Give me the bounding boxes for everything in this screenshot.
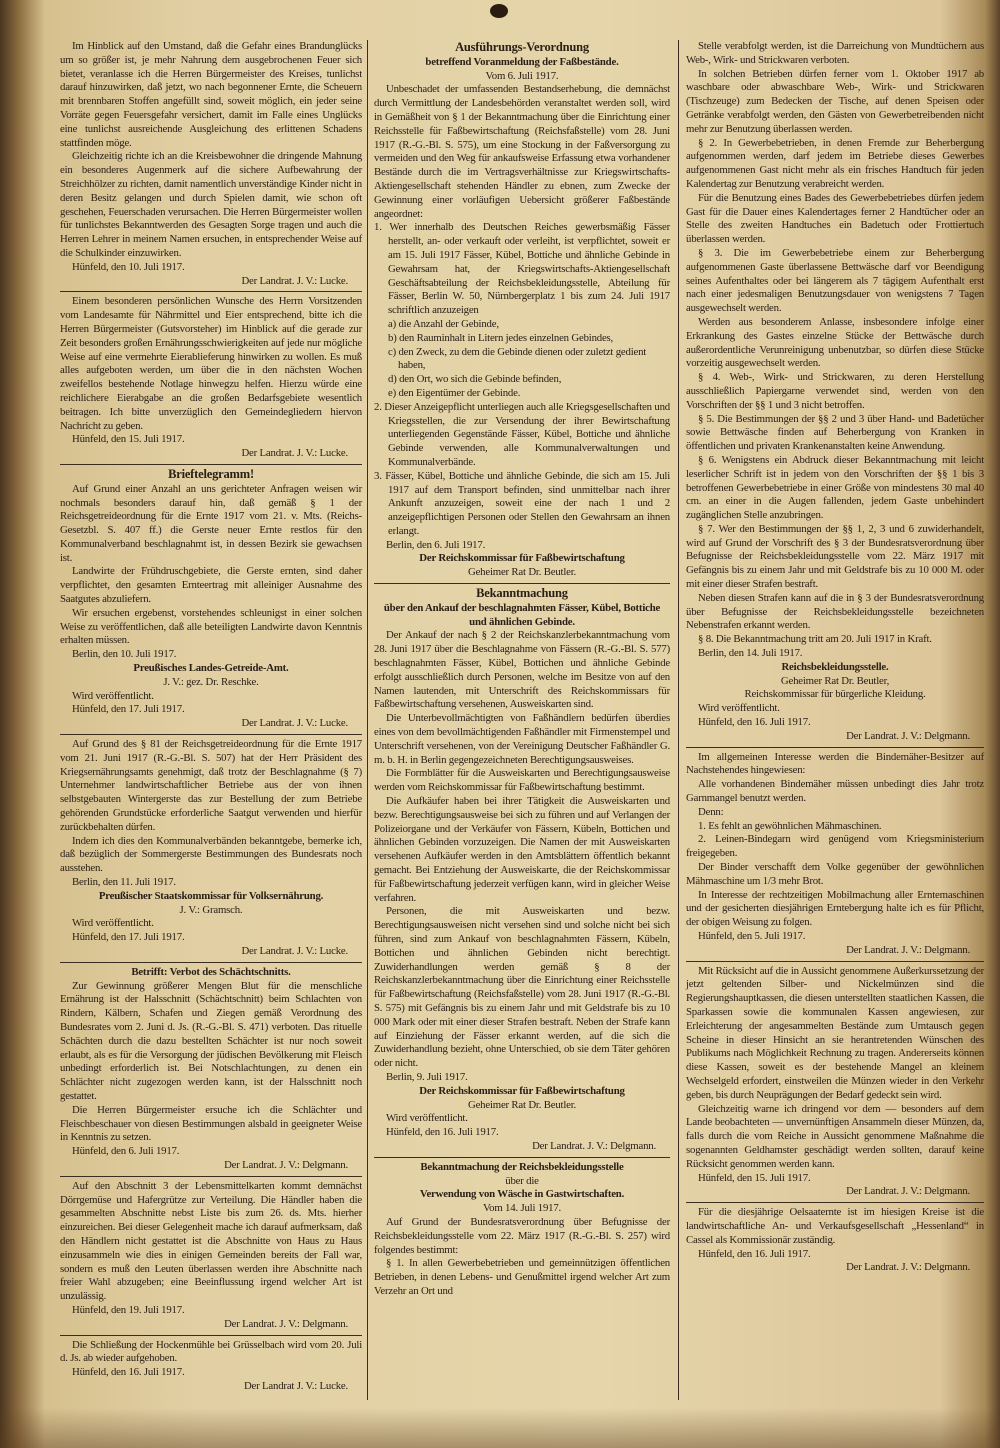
- bold-heading: Preußisches Landes-Getreide-Amt.: [133, 662, 289, 675]
- paragraph: Unbeschadet der umfassenden Bestandserhebung, die demnächst durch Vermittlung der Landesbehörden veranstaltet werden soll, wird in Gemäßheit von § 1 der Bekanntmachung über die Einrichtung einer Reichsstelle für Faßbewirtschaftung (Reichsfaßstelle) vom 28. Juni 1917 (R.-G.-Bl. S. 575), um eine Stockung in der Faßversorgung zu vermeiden und den Weg für ankaufsweise Erfassung etwa vorhandener Bestände durch die im Vertragsverhältnisse zur Kriegswirtschafts-Aktiengesellschaft stehenden Händler zu ebnen, zum Zwecke der Gewinnung einer vorläufigen Uebersicht größerer Faßbestände angeordnet:: [374, 83, 670, 220]
- section-divider: [60, 291, 362, 292]
- paragraph: Im Hinblick auf den Umstand, daß die Gefahr eines Brandunglücks um so größer ist, je mehr Nahrung dem ausgebrochenen Feuer sich bietet, veranlasse ich die Herren Bürgermeister des Kreises, tunlichst darauf hinzuwirken, daß jetzt, wo nach begonnener Ernte, die Scheuern mit brennbaren Stoffen angefüllt sind, soweit möglich, ein jeder seine Vorräte gegen Feuersgefahr versichert, damit im Falle eines Unglücks eine tunlichst ausreichende Ausgleichung des erlittenen Schadens stattfinden möge.: [60, 40, 362, 149]
- centered-line: Reichskommissar für bürgerliche Kleidung.: [744, 688, 926, 701]
- paragraph: Wir ersuchen ergebenst, vorstehendes schleunigst in einer solchen Weise zu veröffentlichen, daß alle beteiligten Landwirte davon Kenntnis erhalten müssen.: [60, 606, 362, 647]
- paragraph: Zur Gewinnung größerer Mengen Blut für die menschliche Ernährung ist der Halsschnitt (Schächtschnitt) beim Schlachten von Rindern, Kälbern, Schafen und Ziegen gemäß Verordnung des Bundesrates vom 2. Juni d. Js. (R.-G.-Bl. S. 471) verboten. Das rituelle Schächten durch die dazu bestellten Schächter ist nur noch soweit erlaubt, als es für die Versorgung der jüdischen Bevölkerung mit Fleisch unbedingt erforderlich ist. Bei Notschlachtungen, zu denen ein Schlächter nicht zugezogen werden kann, ist der Halsschnitt noch gestattet.: [60, 979, 362, 1102]
- sub-item: e) den Eigentümer der Gebinde.: [388, 386, 521, 399]
- paragraph: Der Binder verschafft dem Volke gegenüber der gewöhnlichen Mähmaschine um 1/3 mehr Brot.: [686, 861, 984, 887]
- paragraph: Die Aufkäufer haben bei ihrer Tätigkeit die Ausweiskarten und bezw. Berechtigungsausweise bei sich zu führen und auf Verlangen der Polizeiorgane und der Verkäufer von Fässern, Kübeln, Bottichen und ähnlichen Gebinden vorzuzeigen. Die Namen der mit Ausweiskarten versehenen Aufkäufer werden in den Amtsblättern öffentlich bekannt gemacht. Bei Entziehung der Ausweiskarte, die der Reichskommissar für Faßbewirtschaftung jederzeit verfügen kann, wird in gleicher Weise verfahren.: [374, 795, 670, 904]
- text-line: Hünfeld, den 19. Juli 1917.: [72, 1303, 185, 1316]
- text-line: Berlin, den 11. Juli 1917.: [72, 876, 176, 889]
- paragraph: Für die diesjährige Oelsaaternte ist im hiesigen Kreise ist die landwirtschaftliche An- und Verkaufsgesellschaft „Hessenland“ in Cassel als Kommissionär zuständig.: [686, 1206, 984, 1246]
- paragraph: Auf Grund einer Anzahl an uns gerichteter Anfragen weisen wir nochmals besonders darauf hin, daß gemäß § 1 der Reichsgetreideordnung für die Ernte 1917 vom 21. v. Mts. (Reichs-Gesetzbl. S. 407 ff.) die Gerste neuer Ernte restlos für den Kommunalverband beschlagnahmt ist, in dessen Bezirk sie gewachsen ist.: [60, 482, 362, 564]
- section-divider: [374, 1157, 670, 1158]
- text-line: Berlin, den 14. Juli 1917.: [698, 647, 803, 660]
- paragraph: Für die Benutzung eines Bades des Gewerbebetriebes dürfen jedem Gast für die Dauer eines Kalendertages ferner 2 Handtücher oder an Stelle des zweiten Handtuches ein Badetuch oder Frottiertuch überlassen werden.: [686, 191, 984, 246]
- section-divider: [686, 1202, 984, 1203]
- text-line: Denn:: [698, 805, 724, 818]
- column-2: [374, 40, 670, 1299]
- column-3: [686, 40, 984, 1275]
- section-divider: [686, 747, 984, 748]
- centered-line: J. V.: Gramsch.: [179, 903, 243, 916]
- signature: Der Landrat. J. V.: Lucke.: [241, 274, 348, 287]
- paragraph: Die Schließung der Hockenmühle bei Grüsselbach wird vom 20. Juli d. Js. ab wieder aufgehoben.: [60, 1338, 362, 1365]
- text-line: Wird veröffentlicht.: [386, 1112, 468, 1125]
- section-divider: [60, 734, 362, 735]
- paragraph: Gleichzeitig richte ich an die Kreisbewohner die dringende Mahnung ein besonderes Augenmerk auf die sichere Aufbewahrung der Streichhölzer zu richten, damit namentlich unverständige Kinder nicht in deren Besitz gelangen und durch Spielen damit, wie schon oft geschehen, Feuerschaden verursachen. Die Herren Bürgermeister wollen für tunlichstes Bekanntwerden des Gesagten Sorge tragen und auch die Herren Lehrer in meinem Namen ersuchen, in entsprechender Weise auf die Schulkinder einzuwirken.: [60, 150, 362, 259]
- paragraph: Der Ankauf der nach § 2 der Reichskanzlerbekanntmachung vom 28. Juni 1917 über die Beschlagnahme von Fässern (R.-G.-Bl. S. 577) beschlagnahmten Fässer, Kübel, Bottichen und ähnliche Gebinde erfolgt ausschließlich durch Personen, welche im Besitze von auf den Namen lautenden, mit Unterschrift des Reichskommissars für Faßbewirtschaftung versehenen, Ausweiskarten sind.: [374, 629, 670, 711]
- text-line: Hünfeld, den 16. Juli 1917.: [386, 1126, 499, 1139]
- text-line: Hünfeld, den 16. Juli 1917.: [698, 1247, 811, 1260]
- paragraph: § 8. Die Bekanntmachung tritt am 20. Juli 1917 in Kraft.: [698, 633, 932, 646]
- signature: Der Landrat. J. V.: Delgmann.: [224, 1158, 348, 1171]
- signature: Der Landrat. J. V.: Delgmann.: [846, 1185, 970, 1198]
- signature: Der Landrat. J. V.: Lucke.: [241, 945, 348, 957]
- paragraph: Auf Grund der Bundesratsverordnung über Befugnisse der Reichsbekleidungsstelle vom 22. März 1917 (R.-G.-Bl. S. 257) wird folgendes bestimmt:: [374, 1215, 670, 1256]
- paragraph: Neben diesen Strafen kann auf die in § 3 der Bundesratsverordnung über Befugnisse der Reichsbekleidungsstelle bezeichneten Nebenstrafen erkannt werden.: [686, 591, 984, 632]
- paragraph: 2. Leinen-Bindegarn wird genügend vom Kriegsministerium freigegeben.: [686, 833, 984, 860]
- paragraph: In solchen Betrieben dürfen ferner vom 1. Oktober 1917 ab waschbare oder abwaschbare Web-, Wirk- und Strickwaren (Tischzeuge) zum Bedecken der Tische, auf denen Speisen oder Getränke verabfolgt werden, den Gästen von Gewerbetreibenden nicht mehr zur Benutzung überlassen werden.: [686, 67, 984, 135]
- paragraph: § 3. Die im Gewerbebetriebe einem zur Beherbergung aufgenommenen Gaste überlassene Bettwäsche darf vor Beendigung seines Aufenthaltes oder bei längerem als 7 tägigem Aufenthalt erst nach einer jedesmaligen Benutzungsdauer von wenigstens 7 Tagen ausgewechselt werden.: [686, 246, 984, 315]
- paragraph: § 4. Web-, Wirk- und Strickwaren, zu deren Herstellung ausschließlich Papiergarne verwendet sind, werden von den Vorschriften der §§ 1 und 3 nicht betroffen.: [686, 371, 984, 411]
- text-line: Hünfeld, den 15. Juli 1917.: [698, 1171, 811, 1184]
- list-item: 1. Wer innerhalb des Deutschen Reiches gewerbsmäßig Fässer herstellt, an- oder verkauft oder verleiht, ist verpflichtet, soweit er am 15. Juli 1917 Fässer, Kübel, Bottiche und ähnliche Gebinde in Gewahrsam hat, der Kriegswirtschafts-Aktiengesellschaft Geschäftsabteilung der Reichsbekleidungsstelle, Abteilung für Fässer, Berlin W. 50, Nürnbergerplatz 1 bis zum 24. Juli 1917 schriftlich anzuzeigen: [374, 221, 670, 317]
- signature: Der Landrat J. V.: Lucke.: [243, 1379, 348, 1392]
- paragraph: Personen, die mit Ausweiskarten und bezw. Berechtigungsausweisen nicht versehen sind und solche nicht bei sich führen, sind zum Ankauf von beschlagnahmten Fässern, Kübeln, Bottichen und ähnlichen Gebinden nicht berechtigt. Zuwiderhandlungen werden gemäß § 8 der Reichskanzlerbekanntmachung über die Einrichtung einer Reichsstelle für Faßbewirtschaftung (Reichsfaßstelle) vom 28. Juni 1917 (R.-G.-Bl. S. 575) mit Gefängnis bis zu einem Jahr und mit Geldstrafe bis zu 10 000 Mark oder mit einer dieser Strafen bestraft. Neben der Strafe kann auf Einziehung der Fässer erkannt werden, auf die sich die Zuwiderhandlung bezieht, ohne Unterschied, ob sie dem Täter gehören oder nicht.: [374, 905, 670, 1070]
- bold-heading: Bekanntmachung der Reichsbekleidungsstelle: [420, 1160, 624, 1173]
- section-divider: [60, 1176, 362, 1177]
- bold-heading: Betrifft: Verbot des Schächtschnitts.: [131, 965, 291, 978]
- text-line: Wird veröffentlicht.: [72, 689, 154, 702]
- text-line: Wird veröffentlicht.: [698, 702, 780, 715]
- paragraph: Werden aus besonderem Anlasse, insbesondere infolge einer Erkrankung des Gastes einzelne Stücke der Bettwäsche durch außerordentliche Verunreinigung unbenutzbar, so dürfen diese Stücke vorzeitig ausgewechselt werden.: [686, 315, 984, 370]
- sub-item: c) den Zweck, zu dem die Gebinde dienen oder zuletzt gedient haben,: [388, 345, 647, 372]
- bold-heading: betreffend Voranmeldung der Faßbestände.: [425, 55, 619, 68]
- section-divider: [60, 464, 362, 465]
- signature: Der Landrat. J. V.: Delgmann.: [846, 729, 970, 742]
- bold-heading: Verwendung von Wäsche in Gastwirtschaften.: [419, 1188, 625, 1201]
- text-line: Hünfeld, den 16. Juli 1917.: [72, 1366, 185, 1379]
- text-line: Berlin, den 6. Juli 1917.: [386, 538, 486, 551]
- paragraph: § 5. Die Bestimmungen der §§ 2 und 3 über Hand- und Badetücher sowie Bettwäsche finden auf Beherbergung von Kranken in öffentlichen und privaten Krankenanstalten keine Anwendung.: [686, 412, 984, 453]
- centered-line: Vom 6. Juli 1917.: [485, 69, 559, 82]
- bold-heading: Der Reichskommissar für Faßbewirtschaftung: [419, 1084, 625, 1097]
- signature: Der Landrat. J. V.: Lucke.: [241, 717, 348, 730]
- text-line: Berlin, 9. Juli 1917.: [386, 1070, 468, 1083]
- text-line: 1. Es fehlt an gewöhnlichen Mähmaschinen.: [698, 819, 882, 832]
- paragraph: Gleichzeitig warne ich dringend vor dem — besonders auf dem Lande beobachteten — unvernünftigen Ansammeln dieser Münzen, da, falls durch die vom Reiche in Aussicht genommene Maßnahme die sogenannten Geldhamster geschädigt werden sollten, darauf keine Rücksicht genommen werden kann.: [686, 1102, 984, 1170]
- paragraph: Alle vorhandenen Bindemäher müssen unbedingt dies Jahr trotz Garnmangel benutzt werden.: [686, 778, 984, 805]
- paragraph: Einem besonderen persönlichen Wunsche des Herrn Vorsitzenden vom Landesamte für Nährmittel und Eier entsprechend, bitte ich die Herren Bürgermeister (Gutsvorsteher) im Hinblick auf die gerade zur Zeit besonders großen Ernährungsschwierigkeiten auf jede nur mögliche Weise auf eine vermehrte Eierablieferung hinwirken zu wollen. Es muß alles aufgeboten werden, um über die in den nächsten Wochen zweifellos bestehende Notlage hinwegzu helfen. Hierzu würde eine reichlichere Eierabgabe an die großen Bedarfsgebiete wesentlich beitragen. Ich bitte unverzüglich den Gemeindegliedern hiervon Nachricht zu geben.: [60, 295, 362, 432]
- paragraph: Im allgemeinen Interesse werden die Bindemäher-Besitzer auf Nachstehendes hingewiesen:: [686, 750, 984, 777]
- text-line: Hünfeld, den 17. Juli 1917.: [72, 931, 185, 944]
- centered-line: über die: [505, 1174, 539, 1187]
- centered-line: Geheimer Rat Dr. Beutler.: [467, 566, 577, 579]
- section-title: Brieftelegramm!: [168, 466, 254, 481]
- paragraph: § 1. In allen Gewerbebetrieben und gemeinnützigen öffentlichen Betrieben, in denen Lebens- und Genußmittel irgend welcher Art zum Verzehr an Ort und: [374, 1257, 670, 1297]
- paragraph: § 6. Wenigstens ein Abdruck dieser Bekanntmachung mit leicht leserlicher Schrift ist in jedem von den Vorschriften der §§ 1 bis 3 betroffenen Gewerbebetriebe in einer Größe von mindestens 30 mal 40 cm. an einer in die Augen fallenden, jedem Gaste unbehindert zugänglichen Stelle anzubringen.: [686, 453, 984, 522]
- bold-heading: über den Ankauf der beschlagnahmten Fässer, Kübel, Bottiche und ähnlichen Gebinde.: [383, 601, 661, 628]
- column-divider: [678, 40, 679, 1400]
- section-divider: [686, 961, 984, 962]
- section-title: Bekanntmachung: [476, 586, 568, 601]
- paragraph: Mit Rücksicht auf die in Aussicht genommene Außerkurssetzung der jetzt geltenden Silber- und Nickelmünzen sind die Regierungshauptkassen, die diesen unterstellten staatlichen Kassen, die Sparkassen sowie die kommunalen Kassen angewiesen, zur Erleichterung der angesammelten Bestände zum Umtausch gegen Scheine in dieser Hinsicht an sie herantretenden Wünschen des Publikums nach Möglichkeit Rechnung zu tragen. Andererseits können diese Kassen, soweit es der bestehende Mangel an kleinem Wechselgeld erfordert, einstweilen die Münzen wieder in den Verkehr geben, bis durch Neuprägungen der Bedarf gedeckt sein wird.: [686, 964, 984, 1101]
- paragraph: Auf Grund des § 81 der Reichsgetreideordnung für die Ernte 1917 vom 21. Juni 1917 (R.-G.-Bl. S. 507) hat der Herr Präsident des Kriegsernährungsamts genehmigt, daß trotz der Beschlagnahme (§ 7) Unternehmer landwirtschaftlicher Betriebe aus der von ihnen selbstgebauten Wintergerste das zur Bestellung der zum Betriebe gehörenden Grundstücke erforderliche Saatgut verwenden und hierfür zurückbehalten dürfen.: [60, 738, 362, 833]
- signature: Der Landrat. J. V.: Delgmann.: [846, 943, 970, 956]
- sub-item: d) den Ort, wo sich die Gebinde befinden,: [388, 373, 562, 386]
- section-title: Ausführungs-Verordnung: [455, 40, 589, 54]
- section-divider: [60, 1335, 362, 1336]
- bold-heading: Preußischer Staatskommissar für Volksernährung.: [98, 889, 324, 902]
- text-line: Hünfeld, den 17. Juli 1917.: [72, 703, 185, 716]
- section-divider: [60, 962, 362, 963]
- list-item: 2. Dieser Anzeigepflicht unterliegen auch alle Kriegsgesellschaften und Kriegsstellen, die zur Versendung der ihrer Bewirtschaftung unterliegenden Gegenstände Fässer, Kübel, Bottiche und ähnliche Gebinde verwenden, alle Kommunalverwaltungen und Kommunalverbände.: [374, 400, 670, 468]
- binding-hole: [490, 4, 508, 18]
- paragraph: Auf den Abschnitt 3 der Lebensmittelkarten kommt demnächst Dörrgemüse und Hafergrütze zur Verteilung. Die Händler haben die gesammelten Abschnitte nebst Liste bis zum 26. ds. Mts. hierher einzureichen. Bei dieser Gelegenheit mache ich darauf aufmerksam, daß den Händlern nicht gestattet ist die Abschnitte von Haus zu Haus einzusammeln wie dies in einigen Gemeinden bereits der Fall war, sondern es muß den Leuten überlassen werden ihre Abschnitte nach freier Wahl abzugeben; eine Beeinflussung irgend welcher Art ist unzulässig.: [60, 1179, 362, 1303]
- bold-heading: Der Reichskommissar für Faßbewirtschaftung: [419, 552, 625, 565]
- bold-heading: Reichsbekleidungsstelle.: [781, 660, 889, 673]
- column-divider: [367, 40, 368, 1400]
- text-line: Wird veröffentlicht.: [72, 917, 154, 930]
- paragraph: Die Unterbevollmächtigten von Faßhändlern bedürfen überdies eines von dem bevollmächtigenden Faßhändler mit Firmenstempel und Unterschrift versehenen, von der Vereinigung Deutscher Faßhändler G. m. b. H. in Berlin gegengezeichneten Berechtigungsausweises.: [374, 712, 670, 766]
- centered-line: Vom 14. Juli 1917.: [482, 1202, 562, 1215]
- column-1: [60, 40, 362, 1394]
- text-line: Hünfeld, den 5. Juli 1917.: [698, 930, 806, 942]
- signature: Der Landrat. J. V.: Lucke.: [241, 447, 348, 460]
- paragraph: § 2. In Gewerbebetrieben, in denen Fremde zur Beherbergung aufgenommen werden, darf jedem im Betriebe dieses Gewerbes aufgenommenen Gast nicht mehr als ein frisches Handtuch für jeden Kalendertag zur Benutzung verabreicht werden.: [686, 136, 984, 190]
- paragraph: Die Herren Bürgermeister ersuche ich die Schlächter und Fleischbeschauer von diesen Bestimmungen alsbald in geeigneter Weise in Kenntnis zu setzen.: [60, 1103, 362, 1144]
- paragraph: Landwirte der Frühdruschgebiete, die Gerste ernten, sind daher verpflichtet, den gesamten Ernteertrag mit alleiniger Ausnahme des Saatgutes abzuliefern.: [60, 565, 362, 606]
- centered-line: Geheimer Rat Dr. Beutler,: [780, 674, 890, 687]
- text-line: Hünfeld, den 6. Juli 1917.: [72, 1145, 180, 1158]
- sub-item: b) den Rauminhalt in Litern jedes einzelnen Gebindes,: [388, 331, 614, 344]
- text-line: Hünfeld, den 15. Juli 1917.: [72, 433, 185, 446]
- section-divider: [374, 583, 670, 584]
- centered-line: J. V.: gez. Dr. Reschke.: [163, 675, 259, 688]
- paragraph: Die Formblätter für die Ausweiskarten und Berechtigungsausweise werden vom Reichskommissar für Faßbewirtschaftung bestimmt.: [374, 767, 670, 794]
- paragraph: Stelle verabfolgt werden, ist die Darreichung von Mundtüchern aus Web-, Wirk- und Strickwaren verboten.: [686, 40, 984, 66]
- paragraph: Indem ich dies den Kommunalverbänden bekanntgebe, bemerke ich, daß bezüglich der Sommergerste Bestimmungen des Bundesrats noch ausstehen.: [60, 834, 362, 875]
- text-line: Hünfeld, den 10. Juli 1917.: [72, 260, 185, 273]
- paper-stain: [0, 1408, 1000, 1448]
- sub-item: a) die Anzahl der Gebinde,: [388, 317, 499, 330]
- text-line: Hünfeld, den 16. Juli 1917.: [698, 716, 811, 729]
- paragraph: § 7. Wer den Bestimmungen der §§ 1, 2, 3 und 6 zuwiderhandelt, wird auf Grund der Vorschrift des § 3 der Bundesratsverordnung über Befugnisse der Reichsbekleidungsstelle vom 22. März 1917 mit Gefängnis bis zu einem Jahr und mit Geldstrafe bis zu 10 000 M. oder mit einer dieser Strafen bestraft.: [686, 522, 984, 591]
- list-item: 3. Fässer, Kübel, Bottiche und ähnliche Gebinde, die sich am 15. Juli 1917 auf dem Transport befinden, sind unmittelbar nach ihrer Ankunft anzuzeigen, soweit eine der nach 1 und 2 anzeigepflichtigen Personen oder Stellen den Gewahrsam an ihnen erlangt.: [374, 469, 670, 537]
- signature: Der Landrat. J. V.: Delgmann.: [224, 1317, 348, 1330]
- centered-line: Geheimer Rat Dr. Beutler.: [467, 1098, 577, 1111]
- paragraph: In Interesse der rechtzeitigen Mobilmachung aller Erntemaschinen und der gesicherten diesjährigen Erntebergung halte ich es für Pflicht, der obigen Weisung zu folgen.: [686, 888, 984, 929]
- signature: Der Landrat. J. V.: Delgmann.: [532, 1139, 656, 1152]
- signature: Der Landrat. J. V.: Delgmann.: [846, 1261, 970, 1274]
- text-line: Berlin, den 10. Juli 1917.: [72, 648, 177, 661]
